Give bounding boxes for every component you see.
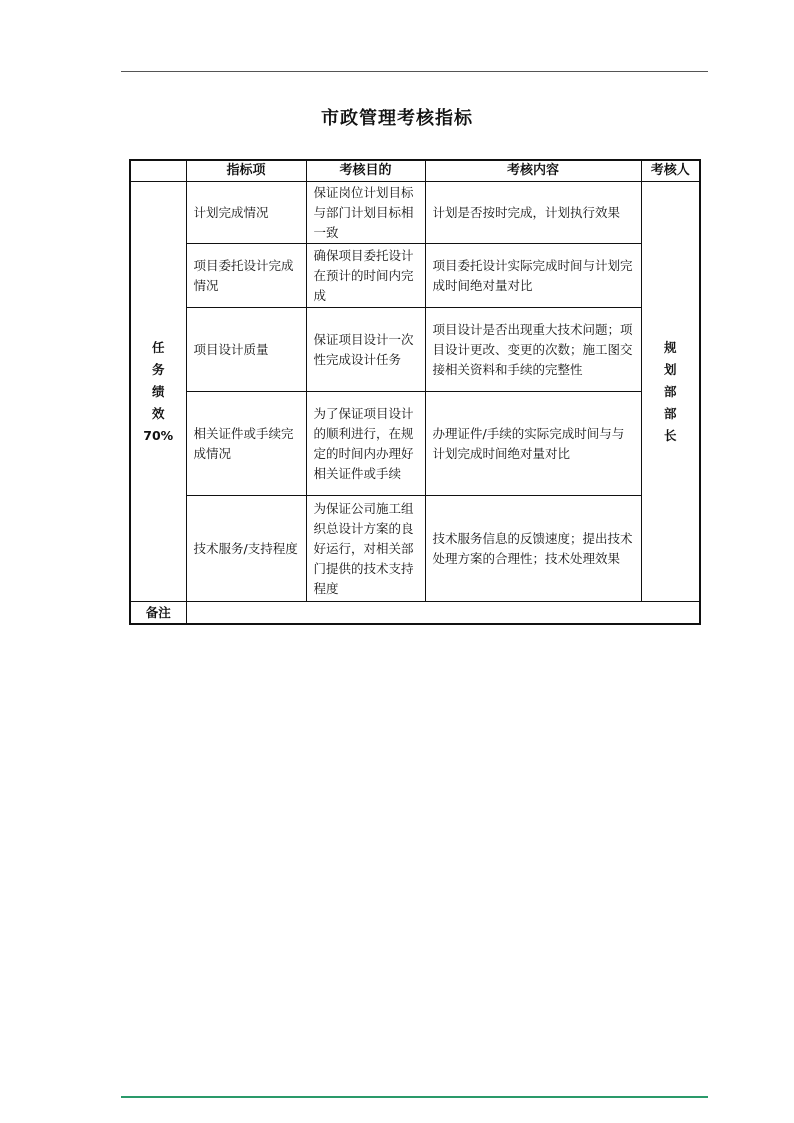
category-char: 务 (151, 361, 165, 377)
purpose-cell: 为了保证项目设计的顺利进行，在规定的时间内办理好相关证件或手续 (306, 392, 425, 496)
table-row (130, 244, 700, 308)
remark-label: 备注 (130, 602, 186, 625)
kpi-table (129, 159, 701, 625)
content-cell: 技术服务信息的反馈速度；提出技术处理方案的合理性；技术处理效果 (425, 496, 641, 602)
table-row (130, 392, 700, 496)
footer-rule (121, 1096, 708, 1098)
assessor-char: 规 (663, 339, 677, 355)
table-row (130, 182, 700, 244)
indicator-cell: 项目设计质量 (186, 308, 306, 392)
category-char: 任 (151, 339, 165, 355)
indicator-cell: 项目委托设计完成情况 (186, 244, 306, 308)
assessor-char: 长 (663, 427, 677, 443)
assessor-char: 部 (663, 405, 677, 421)
table-header-row (130, 160, 700, 182)
purpose-cell: 保证岗位计划目标与部门计划目标相一致 (306, 182, 425, 244)
purpose-cell: 为保证公司施工组织总设计方案的良好运行，对相关部门提供的技术支持程度 (306, 496, 425, 602)
content-cell: 项目委托设计实际完成时间与计划完成时间绝对量对比 (425, 244, 641, 308)
page-title: 市政管理考核指标 (321, 108, 473, 129)
indicator-cell: 技术服务/支持程度 (186, 496, 306, 602)
indicator-cell: 相关证件或手续完成情况 (186, 392, 306, 496)
header-category (130, 160, 186, 182)
header-content: 考核内容 (425, 160, 641, 182)
table-row (130, 308, 700, 392)
content-cell: 计划是否按时完成，计划执行效果 (425, 182, 641, 244)
remark-row (130, 602, 700, 625)
purpose-cell: 保证项目设计一次性完成设计任务 (306, 308, 425, 392)
assessor-char: 划 (663, 361, 677, 377)
content-cell: 项目设计是否出现重大技术问题；项目设计更改、变更的次数；施工图交接相关资料和手续的完整性 (425, 308, 641, 392)
category-cell (130, 182, 186, 602)
assessor-cell (641, 182, 700, 602)
purpose-cell: 确保项目委托设计在预计的时间内完成 (306, 244, 425, 308)
header-rule (121, 71, 708, 72)
indicator-cell: 计划完成情况 (186, 182, 306, 244)
assessor-char: 部 (663, 383, 677, 399)
table-row (130, 496, 700, 602)
header-purpose: 考核目的 (306, 160, 425, 182)
header-indicator: 指标项 (186, 160, 306, 182)
content-cell: 办理证件/手续的实际完成时间与与计划完成时间绝对量对比 (425, 392, 641, 496)
remark-value (186, 602, 700, 625)
header-assessor: 考核人 (641, 160, 700, 182)
category-char: 绩 (151, 383, 165, 399)
category-weight: 效 70% (143, 405, 174, 443)
